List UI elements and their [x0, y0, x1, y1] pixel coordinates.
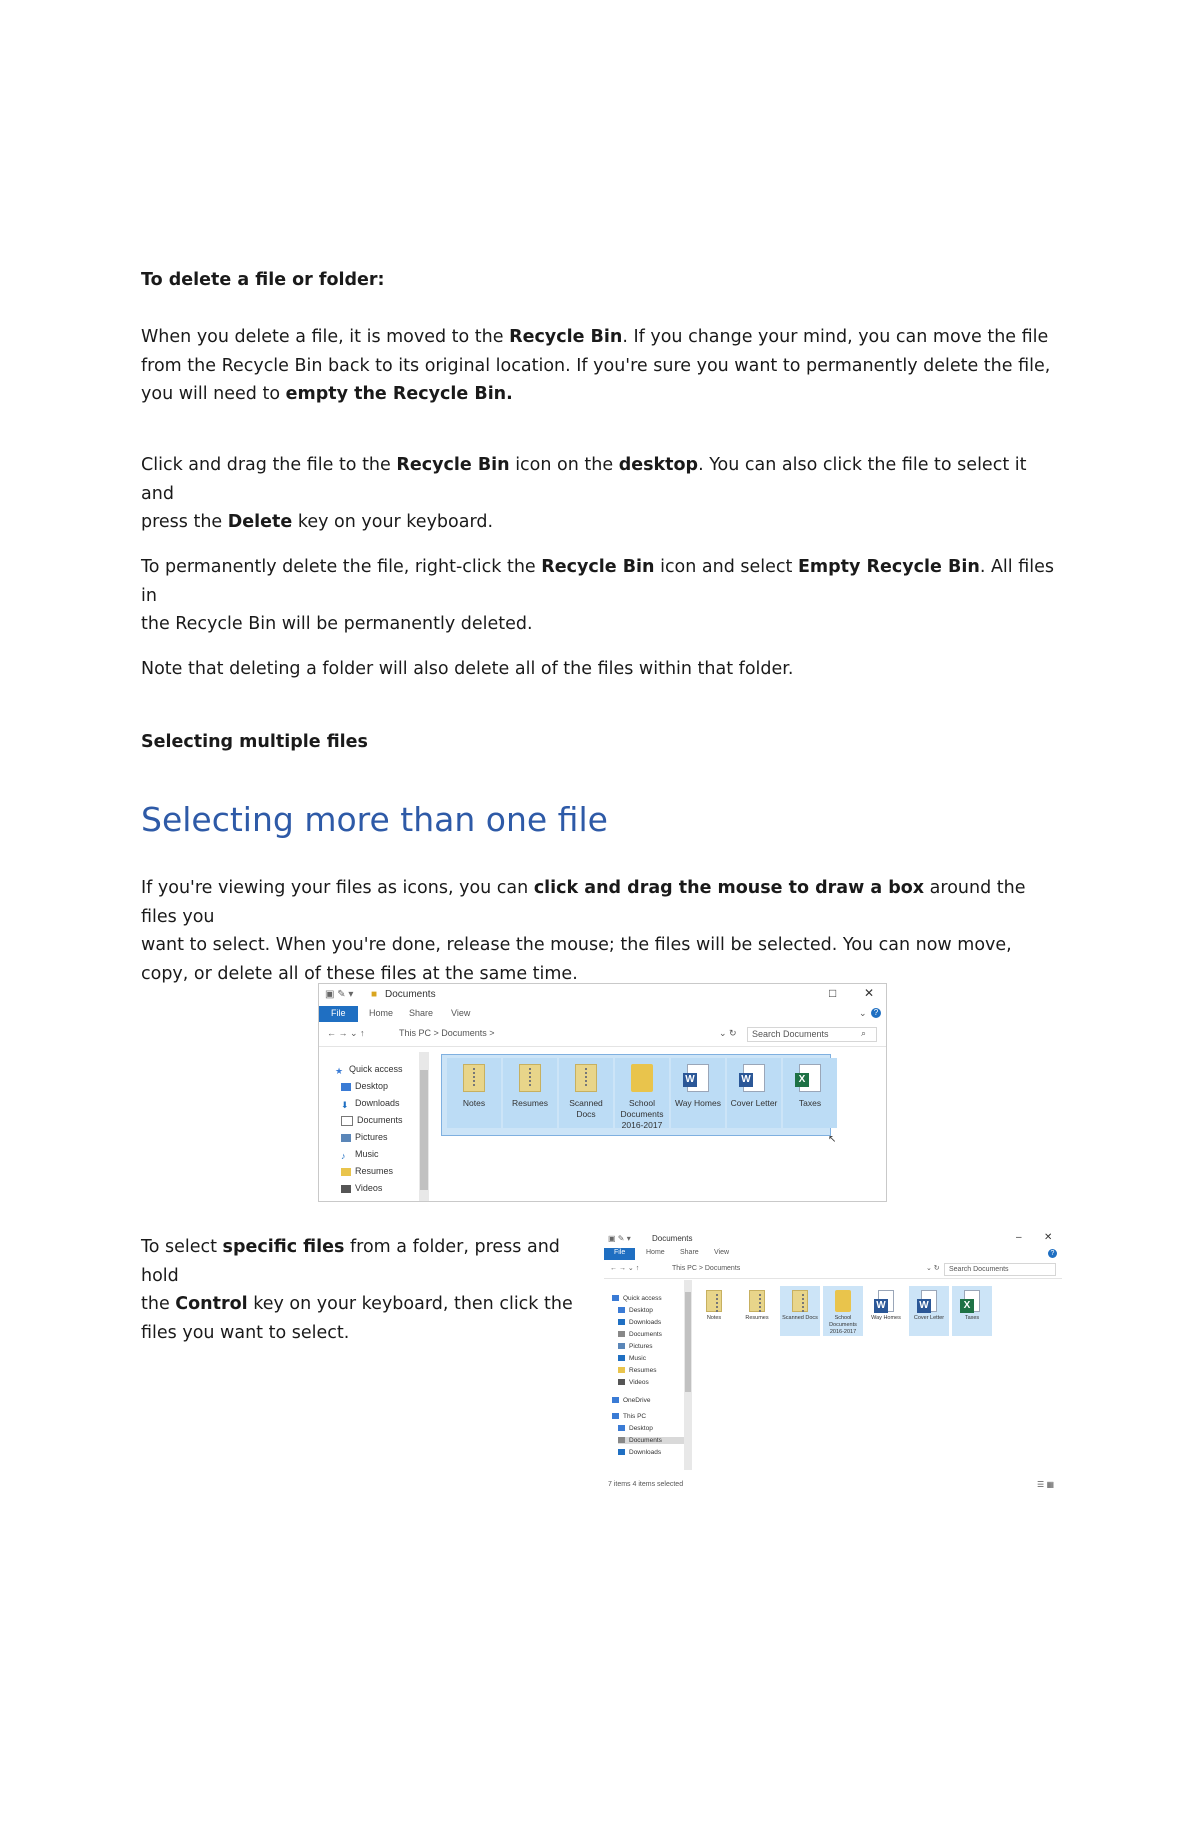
paragraph-delete-intro: When you delete a file, it is moved to the Recycle Bin. If you change your mind, you can move the file from the Recycle Bin back to its original location. If you're sure you want to permanently delete the file, you will need to empty the Recycle Bin.	[141, 327, 1051, 404]
nav-item-icon	[618, 1319, 625, 1325]
nav-item-label: Pictures	[629, 1343, 653, 1350]
pictures-icon	[341, 1134, 351, 1142]
nav-item-icon	[612, 1397, 619, 1403]
zip-folder-icon	[463, 1064, 485, 1092]
zip-folder-icon	[706, 1290, 722, 1312]
zip-folder-icon	[575, 1064, 597, 1092]
nav-item[interactable]	[618, 1425, 653, 1432]
refresh-icon[interactable]: ⌄ ↻	[926, 1265, 940, 1272]
file-item[interactable]	[615, 1058, 669, 1128]
window-title: Documents	[652, 1234, 693, 1243]
file-item[interactable]	[823, 1286, 863, 1336]
word-document-icon	[687, 1064, 709, 1092]
folder-icon	[835, 1290, 851, 1312]
file-label: Notes	[462, 1098, 486, 1108]
paragraph-drag-to-bin: Click and drag the file to the Recycle Bin icon on the desktop. You can also click the file to select it and press the Delete key on your keyboard.	[141, 455, 1027, 532]
nav-scrollbar[interactable]	[684, 1280, 692, 1470]
excel-document-icon	[799, 1064, 821, 1092]
nav-item-label: Videos	[629, 1379, 649, 1386]
section-heading-multiple: Selecting multiple files	[141, 732, 368, 752]
nav-item-label: Documents	[629, 1437, 662, 1444]
nav-item[interactable]	[612, 1295, 662, 1302]
file-item[interactable]	[727, 1058, 781, 1128]
nav-item-icon	[618, 1343, 625, 1349]
nav-item-label: Downloads	[629, 1319, 662, 1326]
nav-item[interactable]: Desktop	[341, 1081, 388, 1091]
cursor-icon: ↖	[828, 1134, 837, 1145]
tab-view[interactable]: View	[451, 1008, 471, 1018]
file-label: School Documents 2016-2017	[829, 1315, 857, 1335]
file-label: Way Homes	[675, 1098, 721, 1108]
nav-item[interactable]	[618, 1367, 656, 1374]
refresh-icon[interactable]: ⌄ ↻	[719, 1028, 737, 1038]
quick-access-toolbar-icon[interactable]: ▣ ✎ ▾	[325, 989, 354, 1000]
nav-item-label: Resumes	[629, 1367, 657, 1374]
nav-item[interactable]	[618, 1307, 653, 1314]
excel-badge-icon: X	[795, 1073, 809, 1087]
nav-item-icon	[618, 1425, 625, 1431]
word-badge-icon: W	[874, 1299, 888, 1313]
nav-item-icon	[612, 1413, 619, 1419]
nav-item-icon	[618, 1355, 625, 1361]
nav-item-label: Quick access	[623, 1295, 662, 1302]
nav-item[interactable]	[618, 1331, 662, 1338]
download-icon: ⬇	[341, 1099, 349, 1110]
nav-item[interactable]: Resumes	[341, 1166, 393, 1176]
tab-view[interactable]: View	[714, 1249, 730, 1256]
file-item[interactable]	[952, 1286, 992, 1336]
nav-item-label: OneDrive	[623, 1397, 651, 1404]
videos-icon	[341, 1185, 351, 1193]
nav-item[interactable]	[618, 1343, 652, 1350]
address-row	[319, 1024, 886, 1047]
word-document-icon	[921, 1290, 937, 1312]
nav-item[interactable]: Pictures	[341, 1132, 388, 1142]
excel-badge-icon: X	[960, 1299, 974, 1313]
file-item[interactable]	[909, 1286, 949, 1336]
documents-icon	[341, 1116, 353, 1126]
nav-item[interactable]: ⬇ Downloads	[341, 1098, 400, 1110]
tab-file[interactable]: File	[604, 1248, 635, 1260]
file-label: Scanned Docs	[569, 1098, 603, 1119]
file-item[interactable]	[559, 1058, 613, 1128]
word-badge-icon: W	[917, 1299, 931, 1313]
word-badge-icon: W	[739, 1073, 753, 1087]
navigation-pane	[319, 1064, 409, 1194]
file-label: Resumes	[745, 1315, 769, 1321]
nav-item[interactable]	[618, 1437, 684, 1444]
nav-item-icon	[612, 1295, 619, 1301]
nav-item[interactable]: ★ Quick access	[335, 1064, 403, 1076]
nav-arrows-icon[interactable]: ← → ⌄ ↑	[327, 1028, 365, 1038]
paragraph-empty-bin: To permanently delete the file, right-click the Recycle Bin icon and select Empty Recycle Bin. All files in the Recycle Bin will be permanently deleted.	[141, 557, 1054, 634]
search-icon: ⌕	[861, 1028, 867, 1038]
word-badge-icon: W	[683, 1073, 697, 1087]
zip-folder-icon	[519, 1064, 541, 1092]
tab-share[interactable]: Share	[680, 1249, 699, 1256]
word-document-icon	[743, 1064, 765, 1092]
nav-item-icon	[618, 1449, 625, 1455]
quick-access-toolbar-icon[interactable]: ▣ ✎ ▾	[608, 1234, 631, 1243]
nav-item-label: Documents	[629, 1331, 662, 1338]
page-title: Selecting more than one file	[141, 800, 608, 839]
nav-item-label: Music	[629, 1355, 646, 1362]
file-label: Way Homes	[871, 1315, 901, 1321]
search-input[interactable]: Search Documents	[747, 1027, 877, 1042]
nav-item-icon	[618, 1331, 625, 1337]
file-label: Cover Letter	[730, 1098, 778, 1108]
file-item[interactable]	[737, 1286, 777, 1336]
explorer-window-ctrl-select	[604, 1232, 1062, 1492]
file-label: Scanned Docs	[782, 1315, 818, 1321]
title-bar	[604, 1232, 1062, 1248]
nav-item-icon	[618, 1379, 625, 1385]
close-button[interactable]: ✕	[864, 986, 875, 1000]
nav-item-label: This PC	[623, 1413, 647, 1420]
zip-folder-icon	[792, 1290, 808, 1312]
tab-home[interactable]: Home	[646, 1249, 665, 1256]
tab-file[interactable]: File	[319, 1006, 358, 1022]
view-toggle-icon[interactable]: ☰ ▦	[1037, 1480, 1054, 1489]
paragraph-control-select: To select specific files from a folder, press and hold the Control key on your keyboard, then click the files you want to select.	[141, 1237, 573, 1343]
star-icon: ★	[335, 1065, 344, 1076]
nav-item-label: Desktop	[629, 1307, 653, 1314]
file-item[interactable]	[783, 1058, 837, 1128]
excel-document-icon	[964, 1290, 980, 1312]
file-item[interactable]	[780, 1286, 820, 1336]
ribbon-tabs	[604, 1248, 1062, 1260]
folder-icon	[631, 1064, 653, 1092]
nav-item[interactable]	[618, 1319, 661, 1326]
file-item[interactable]	[503, 1058, 557, 1128]
file-label: Resumes	[512, 1098, 548, 1108]
paragraph-drag-box: If you're viewing your files as icons, you can click and drag the mouse to draw a box around the files you want to select. When you're done, release the mouse; the files will be selected. You can now move, copy, or delete all of these files at the same time.	[141, 878, 1026, 984]
nav-item[interactable]: Videos	[341, 1183, 382, 1193]
paragraph-folder-note: Note that deleting a folder will also delete all of the files within that folder.	[141, 659, 794, 679]
nav-item-icon	[618, 1437, 625, 1443]
title-bar	[319, 984, 886, 1006]
help-icon[interactable]: ?	[871, 1008, 881, 1018]
section-heading-delete: To delete a file or folder:	[141, 270, 385, 290]
file-label: School Documents 2016-2017	[620, 1098, 664, 1130]
music-icon: ♪	[341, 1150, 346, 1161]
chevron-down-icon[interactable]: ⌄	[859, 1008, 867, 1018]
file-item[interactable]	[671, 1058, 725, 1128]
tab-share[interactable]: Share	[409, 1008, 434, 1018]
nav-item[interactable]: Documents	[341, 1115, 403, 1126]
address-bar[interactable]: This PC > Documents	[672, 1265, 741, 1272]
folder-icon	[341, 1168, 351, 1176]
file-item[interactable]	[447, 1058, 501, 1128]
nav-item[interactable]	[612, 1397, 650, 1404]
nav-scrollbar[interactable]	[419, 1052, 429, 1201]
nav-item-label: Desktop	[629, 1425, 653, 1432]
search-input[interactable]: Search Documents	[944, 1263, 1056, 1276]
zip-folder-icon	[749, 1290, 765, 1312]
file-item[interactable]	[694, 1286, 734, 1336]
nav-item-icon	[618, 1367, 625, 1373]
window-title: Documents	[385, 989, 436, 1000]
explorer-window-drag-select	[318, 983, 887, 1202]
ribbon-tabs	[319, 1006, 886, 1022]
help-icon[interactable]: ?	[1048, 1249, 1057, 1258]
file-label: Cover Letter	[913, 1315, 945, 1321]
file-label: Notes	[706, 1315, 722, 1321]
maximize-button[interactable]: □	[829, 986, 837, 1000]
close-button[interactable]: ✕	[1044, 1232, 1053, 1243]
file-label: Taxes	[798, 1098, 822, 1108]
tab-home[interactable]: Home	[369, 1008, 394, 1018]
nav-arrows-icon[interactable]: ← → ⌄ ↑	[610, 1265, 640, 1272]
file-item[interactable]	[866, 1286, 906, 1336]
desktop-icon	[341, 1083, 351, 1091]
status-bar: 7 items 4 items selected	[608, 1481, 684, 1488]
nav-item[interactable]	[612, 1413, 646, 1420]
address-row	[604, 1262, 1062, 1279]
nav-item-label: Downloads	[629, 1449, 662, 1456]
nav-item[interactable]	[618, 1449, 661, 1456]
folder-icon: ■	[371, 989, 378, 1000]
word-document-icon	[878, 1290, 894, 1312]
minimize-button[interactable]: –	[1016, 1232, 1022, 1243]
nav-item[interactable]: ♪ Music	[341, 1149, 379, 1161]
nav-item[interactable]	[618, 1379, 649, 1386]
nav-item[interactable]	[618, 1355, 646, 1362]
address-bar[interactable]: This PC > Documents >	[399, 1028, 495, 1038]
file-label: Taxes	[964, 1315, 980, 1321]
nav-item-icon	[618, 1307, 625, 1313]
